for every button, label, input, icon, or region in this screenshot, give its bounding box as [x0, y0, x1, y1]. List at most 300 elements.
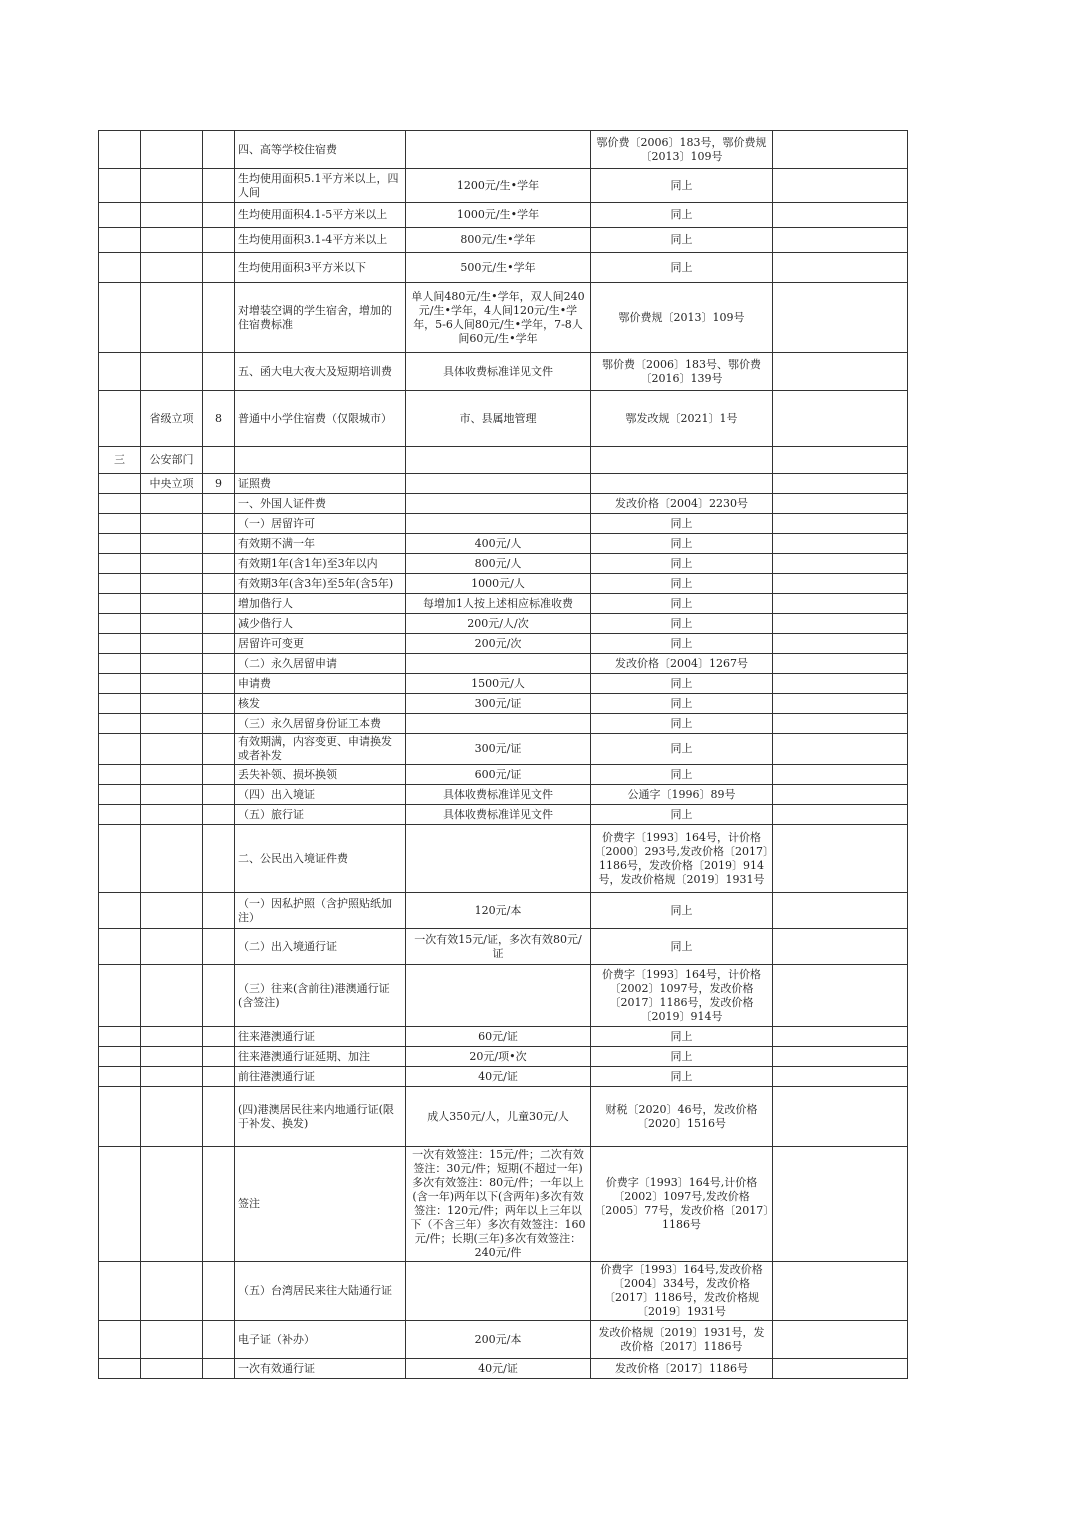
- policy-basis-cell: 同上: [591, 893, 773, 929]
- policy-basis-cell: 同上: [591, 674, 773, 694]
- category-cell: [141, 253, 203, 283]
- fee-item-cell: 有效期1年(含1年)至3年以内: [235, 554, 406, 574]
- row-number-cell: [99, 169, 141, 203]
- fee-standard-cell: [406, 654, 591, 674]
- fee-standard-cell: 具体收费标准详见文件: [406, 353, 591, 391]
- row-number-cell: [99, 734, 141, 765]
- policy-basis-cell: 鄂价费规〔2013〕109号: [591, 283, 773, 353]
- fee-item-cell: 五、函大电大夜大及短期培训费: [235, 353, 406, 391]
- row-number-cell: [99, 1359, 141, 1379]
- fee-item-cell: 减少偕行人: [235, 614, 406, 634]
- category-cell: [141, 805, 203, 825]
- remarks-cell: [773, 1147, 908, 1262]
- item-number-cell: [203, 825, 235, 893]
- table-row: [99, 283, 908, 353]
- category-cell: [141, 825, 203, 893]
- category-cell: [141, 929, 203, 965]
- item-number-cell: [203, 534, 235, 554]
- remarks-cell: [773, 785, 908, 805]
- fee-standard-cell: 40元/证: [406, 1359, 591, 1379]
- item-number-cell: [203, 965, 235, 1027]
- table-row: [99, 474, 908, 494]
- policy-basis-cell: 同上: [591, 634, 773, 654]
- remarks-cell: [773, 1321, 908, 1359]
- fee-standard-cell: [406, 714, 591, 734]
- table-row: [99, 228, 908, 253]
- fee-item-cell: 证照费: [235, 474, 406, 494]
- remarks-cell: [773, 253, 908, 283]
- policy-basis-cell: 财税〔2020〕46号，发改价格〔2020〕1516号: [591, 1087, 773, 1147]
- fee-standard-cell: [406, 1262, 591, 1321]
- item-number-cell: [203, 765, 235, 785]
- table-row: [99, 131, 908, 169]
- policy-basis-cell: 同上: [591, 514, 773, 534]
- table-row: [99, 534, 908, 554]
- category-cell: 公安部门: [141, 447, 203, 474]
- table-row: [99, 654, 908, 674]
- remarks-cell: [773, 169, 908, 203]
- remarks-cell: [773, 494, 908, 514]
- row-number-cell: [99, 654, 141, 674]
- remarks-cell: [773, 614, 908, 634]
- fee-standard-cell: 一次有效签注：15元/件；二次有效签注：30元/件；短期(不超过一年)多次有效签注：80元/件；一年以上(含一年)两年以下(含两年)多次有效签注：120元/件；两年以上三年以下（不含三年）多次有效签注：160元/件；长期(三年)多次有效签注：240元/件: [406, 1147, 591, 1262]
- remarks-cell: [773, 534, 908, 554]
- category-cell: [141, 734, 203, 765]
- fee-standard-cell: 具体收费标准详见文件: [406, 805, 591, 825]
- fee-standard-cell: [406, 131, 591, 169]
- table-row: [99, 965, 908, 1027]
- category-cell: [141, 283, 203, 353]
- remarks-cell: [773, 554, 908, 574]
- policy-basis-cell: 同上: [591, 734, 773, 765]
- fee-standard-cell: 120元/本: [406, 893, 591, 929]
- item-number-cell: [203, 447, 235, 474]
- fee-item-cell: （一）因私护照（含护照贴纸加注）: [235, 893, 406, 929]
- policy-basis-cell: 同上: [591, 253, 773, 283]
- remarks-cell: [773, 1262, 908, 1321]
- fee-item-cell: 普通中小学住宿费（仅限城市）: [235, 391, 406, 447]
- remarks-cell: [773, 594, 908, 614]
- row-number-cell: [99, 1067, 141, 1087]
- fee-standard-cell: 300元/证: [406, 694, 591, 714]
- row-number-cell: [99, 203, 141, 228]
- category-cell: [141, 1359, 203, 1379]
- policy-basis-cell: 同上: [591, 203, 773, 228]
- policy-basis-cell: 价费字〔1993〕164号,发改价格〔2004〕334号，发改价格〔2017〕1186号，发改价格规〔2019〕1931号: [591, 1262, 773, 1321]
- fee-table-body: [99, 131, 908, 1379]
- category-cell: [141, 353, 203, 391]
- fee-item-cell: 签注: [235, 1147, 406, 1262]
- fee-standard-cell: 300元/证: [406, 734, 591, 765]
- item-number-cell: 9: [203, 474, 235, 494]
- fee-standard-cell: 1500元/人: [406, 674, 591, 694]
- table-row: [99, 785, 908, 805]
- remarks-cell: [773, 353, 908, 391]
- fee-item-cell: 一次有效通行证: [235, 1359, 406, 1379]
- policy-basis-cell: 同上: [591, 929, 773, 965]
- fee-standard-cell: 每增加1人按上述相应标准收费: [406, 594, 591, 614]
- policy-basis-cell: 同上: [591, 765, 773, 785]
- remarks-cell: [773, 203, 908, 228]
- item-number-cell: [203, 929, 235, 965]
- remarks-cell: [773, 654, 908, 674]
- table-row: [99, 554, 908, 574]
- fee-item-cell: 有效期3年(含3年)至5年(含5年): [235, 574, 406, 594]
- policy-basis-cell: 鄂发改规〔2021〕1号: [591, 391, 773, 447]
- category-cell: [141, 1047, 203, 1067]
- fee-standard-cell: [406, 474, 591, 494]
- table-row: [99, 929, 908, 965]
- table-row: [99, 574, 908, 594]
- fee-item-cell: 前往港澳通行证: [235, 1067, 406, 1087]
- item-number-cell: [203, 1027, 235, 1047]
- category-cell: [141, 674, 203, 694]
- fee-standard-cell: 500元/生•学年: [406, 253, 591, 283]
- fee-standard-cell: 成人350元/人，儿童30元/人: [406, 1087, 591, 1147]
- remarks-cell: [773, 1359, 908, 1379]
- fee-item-cell: （四）出入境证: [235, 785, 406, 805]
- table-row: [99, 1067, 908, 1087]
- category-cell: 省级立项: [141, 391, 203, 447]
- category-cell: [141, 554, 203, 574]
- fee-item-cell: 生均使用面积3平方米以下: [235, 253, 406, 283]
- table-row: [99, 514, 908, 534]
- remarks-cell: [773, 574, 908, 594]
- row-number-cell: [99, 714, 141, 734]
- item-number-cell: [203, 805, 235, 825]
- policy-basis-cell: [591, 447, 773, 474]
- row-number-cell: [99, 391, 141, 447]
- table-row: [99, 734, 908, 765]
- item-number-cell: [203, 714, 235, 734]
- remarks-cell: [773, 893, 908, 929]
- fee-standard-cell: [406, 514, 591, 534]
- fee-item-cell: 生均使用面积5.1平方米以上，四人间: [235, 169, 406, 203]
- item-number-cell: [203, 253, 235, 283]
- table-row: [99, 594, 908, 614]
- row-number-cell: [99, 514, 141, 534]
- category-cell: [141, 228, 203, 253]
- item-number-cell: [203, 594, 235, 614]
- policy-basis-cell: 同上: [591, 574, 773, 594]
- row-number-cell: [99, 474, 141, 494]
- category-cell: [141, 594, 203, 614]
- item-number-cell: [203, 674, 235, 694]
- policy-basis-cell: 公通字〔1996〕89号: [591, 785, 773, 805]
- category-cell: [141, 765, 203, 785]
- fee-standard-cell: 具体收费标准详见文件: [406, 785, 591, 805]
- policy-basis-cell: 同上: [591, 805, 773, 825]
- table-row: [99, 674, 908, 694]
- policy-basis-cell: 同上: [591, 1047, 773, 1067]
- table-row: [99, 203, 908, 228]
- row-number-cell: [99, 674, 141, 694]
- fee-item-cell: 往来港澳通行证延期、加注: [235, 1047, 406, 1067]
- row-number-cell: [99, 614, 141, 634]
- category-cell: [141, 714, 203, 734]
- policy-basis-cell: 发改价格〔2004〕2230号: [591, 494, 773, 514]
- policy-basis-cell: 同上: [591, 534, 773, 554]
- row-number-cell: [99, 694, 141, 714]
- remarks-cell: [773, 805, 908, 825]
- row-number-cell: [99, 825, 141, 893]
- row-number-cell: [99, 1087, 141, 1147]
- row-number-cell: [99, 805, 141, 825]
- category-cell: [141, 634, 203, 654]
- fee-schedule-table: [98, 130, 908, 1379]
- fee-item-cell: 一、外国人证件费: [235, 494, 406, 514]
- fee-item-cell: [235, 447, 406, 474]
- table-row: [99, 893, 908, 929]
- remarks-cell: [773, 283, 908, 353]
- category-cell: [141, 694, 203, 714]
- fee-standard-cell: 400元/人: [406, 534, 591, 554]
- item-number-cell: [203, 1262, 235, 1321]
- item-number-cell: [203, 228, 235, 253]
- item-number-cell: [203, 734, 235, 765]
- item-number-cell: [203, 203, 235, 228]
- fee-item-cell: 丢失补领、损坏换领: [235, 765, 406, 785]
- table-row: [99, 825, 908, 893]
- category-cell: [141, 1321, 203, 1359]
- policy-basis-cell: 发改价格〔2017〕1186号: [591, 1359, 773, 1379]
- fee-item-cell: （二）永久居留申请: [235, 654, 406, 674]
- fee-standard-cell: [406, 825, 591, 893]
- row-number-cell: [99, 1147, 141, 1262]
- category-cell: [141, 654, 203, 674]
- table-row: [99, 253, 908, 283]
- policy-basis-cell: 同上: [591, 1067, 773, 1087]
- item-number-cell: [203, 1147, 235, 1262]
- fee-item-cell: 二、公民出入境证件费: [235, 825, 406, 893]
- remarks-cell: [773, 734, 908, 765]
- item-number-cell: [203, 893, 235, 929]
- remarks-cell: [773, 965, 908, 1027]
- row-number-cell: [99, 574, 141, 594]
- category-cell: [141, 785, 203, 805]
- item-number-cell: [203, 785, 235, 805]
- item-number-cell: [203, 131, 235, 169]
- category-cell: [141, 1067, 203, 1087]
- row-number-cell: [99, 765, 141, 785]
- policy-basis-cell: 价费字〔1993〕164号，计价格〔2002〕1097号，发改价格〔2017〕1186号，发改价格〔2019〕914号: [591, 965, 773, 1027]
- fee-item-cell: 生均使用面积4.1-5平方米以上: [235, 203, 406, 228]
- category-cell: [141, 614, 203, 634]
- table-row: [99, 805, 908, 825]
- row-number-cell: [99, 1321, 141, 1359]
- fee-item-cell: （三）永久居留身份证工本费: [235, 714, 406, 734]
- remarks-cell: [773, 131, 908, 169]
- fee-standard-cell: 800元/人: [406, 554, 591, 574]
- fee-item-cell: 核发: [235, 694, 406, 714]
- item-number-cell: [203, 169, 235, 203]
- fee-item-cell: 生均使用面积3.1-4平方米以上: [235, 228, 406, 253]
- row-number-cell: [99, 594, 141, 614]
- table-row: [99, 1087, 908, 1147]
- fee-item-cell: 电子证（补办）: [235, 1321, 406, 1359]
- policy-basis-cell: 同上: [591, 554, 773, 574]
- fee-standard-cell: 单人间480元/生•学年，双人间240元/生•学年，4人间120元/生•学年，5-6人间80元/生•学年，7-8人间60元/生•学年: [406, 283, 591, 353]
- table-row: [99, 694, 908, 714]
- row-number-cell: [99, 1027, 141, 1047]
- remarks-cell: [773, 765, 908, 785]
- row-number-cell: [99, 554, 141, 574]
- fee-standard-cell: 800元/生•学年: [406, 228, 591, 253]
- item-number-cell: [203, 1087, 235, 1147]
- remarks-cell: [773, 447, 908, 474]
- table-row: [99, 1027, 908, 1047]
- fee-item-cell: 四、高等学校住宿费: [235, 131, 406, 169]
- table-row: [99, 353, 908, 391]
- row-number-cell: [99, 283, 141, 353]
- fee-item-cell: 有效期满，内容变更、申请换发或者补发: [235, 734, 406, 765]
- table-row: [99, 1262, 908, 1321]
- row-number-cell: [99, 131, 141, 169]
- fee-item-cell: （五）台湾居民来往大陆通行证: [235, 1262, 406, 1321]
- remarks-cell: [773, 474, 908, 494]
- policy-basis-cell: 发改价格规〔2019〕1931号，发改价格〔2017〕1186号: [591, 1321, 773, 1359]
- item-number-cell: [203, 694, 235, 714]
- policy-basis-cell: 鄂价费〔2006〕183号、鄂价费〔2016〕139号: [591, 353, 773, 391]
- row-number-cell: [99, 965, 141, 1027]
- fee-standard-cell: 600元/证: [406, 765, 591, 785]
- fee-item-cell: 有效期不满一年: [235, 534, 406, 554]
- category-cell: [141, 574, 203, 594]
- remarks-cell: [773, 929, 908, 965]
- item-number-cell: [203, 283, 235, 353]
- category-cell: [141, 1027, 203, 1047]
- category-cell: [141, 514, 203, 534]
- category-cell: [141, 1087, 203, 1147]
- remarks-cell: [773, 391, 908, 447]
- fee-item-cell: 往来港澳通行证: [235, 1027, 406, 1047]
- fee-item-cell: (四)港澳居民往来内地通行证(限于补发、换发): [235, 1087, 406, 1147]
- row-number-cell: [99, 494, 141, 514]
- table-row: [99, 714, 908, 734]
- policy-basis-cell: 同上: [591, 1027, 773, 1047]
- row-number-cell: [99, 785, 141, 805]
- remarks-cell: [773, 1047, 908, 1067]
- fee-item-cell: （五）旅行证: [235, 805, 406, 825]
- category-cell: [141, 169, 203, 203]
- item-number-cell: [203, 1067, 235, 1087]
- row-number-cell: [99, 1262, 141, 1321]
- fee-item-cell: （一）居留许可: [235, 514, 406, 534]
- fee-standard-cell: 1000元/生•学年: [406, 203, 591, 228]
- fee-standard-cell: [406, 965, 591, 1027]
- fee-standard-cell: 20元/项•次: [406, 1047, 591, 1067]
- category-cell: [141, 893, 203, 929]
- table-row: [99, 1047, 908, 1067]
- row-number-cell: [99, 1047, 141, 1067]
- row-number-cell: [99, 893, 141, 929]
- remarks-cell: [773, 634, 908, 654]
- row-number-cell: [99, 353, 141, 391]
- table-row: [99, 447, 908, 474]
- policy-basis-cell: 同上: [591, 694, 773, 714]
- fee-standard-cell: 1200元/生•学年: [406, 169, 591, 203]
- item-number-cell: [203, 554, 235, 574]
- remarks-cell: [773, 1067, 908, 1087]
- fee-item-cell: （三）往来(含前往)港澳通行证(含签注): [235, 965, 406, 1027]
- table-row: [99, 614, 908, 634]
- table-row: [99, 391, 908, 447]
- fee-standard-cell: 200元/本: [406, 1321, 591, 1359]
- row-number-cell: [99, 534, 141, 554]
- policy-basis-cell: 价费字〔1993〕164号，计价格〔2000〕293号,发改价格〔2017〕1186号，发改价格〔2019〕914号，发改价格规〔2019〕1931号: [591, 825, 773, 893]
- item-number-cell: [203, 494, 235, 514]
- fee-item-cell: 对增装空调的学生宿舍，增加的住宿费标准: [235, 283, 406, 353]
- category-cell: [141, 965, 203, 1027]
- fee-item-cell: 申请费: [235, 674, 406, 694]
- remarks-cell: [773, 674, 908, 694]
- category-cell: [141, 203, 203, 228]
- category-cell: [141, 534, 203, 554]
- policy-basis-cell: 同上: [591, 594, 773, 614]
- row-number-cell: [99, 929, 141, 965]
- item-number-cell: [203, 654, 235, 674]
- fee-standard-cell: 1000元/人: [406, 574, 591, 594]
- row-number-cell: [99, 253, 141, 283]
- table-row: [99, 634, 908, 654]
- category-cell: [141, 494, 203, 514]
- row-number-cell: 三: [99, 447, 141, 474]
- policy-basis-cell: 同上: [591, 714, 773, 734]
- policy-basis-cell: 同上: [591, 614, 773, 634]
- item-number-cell: 8: [203, 391, 235, 447]
- remarks-cell: [773, 1087, 908, 1147]
- policy-basis-cell: 同上: [591, 228, 773, 253]
- item-number-cell: [203, 514, 235, 534]
- item-number-cell: [203, 353, 235, 391]
- fee-standard-cell: 一次有效15元/证，多次有效80元/证: [406, 929, 591, 965]
- remarks-cell: [773, 694, 908, 714]
- policy-basis-cell: 发改价格〔2004〕1267号: [591, 654, 773, 674]
- category-cell: [141, 1262, 203, 1321]
- fee-item-cell: （二）出入境通行证: [235, 929, 406, 965]
- category-cell: [141, 131, 203, 169]
- remarks-cell: [773, 714, 908, 734]
- table-row: [99, 494, 908, 514]
- remarks-cell: [773, 825, 908, 893]
- fee-standard-cell: [406, 447, 591, 474]
- table-row: [99, 1359, 908, 1379]
- row-number-cell: [99, 228, 141, 253]
- category-cell: [141, 1147, 203, 1262]
- policy-basis-cell: 同上: [591, 169, 773, 203]
- table-row: [99, 1147, 908, 1262]
- fee-standard-cell: 60元/证: [406, 1027, 591, 1047]
- fee-standard-cell: 200元/次: [406, 634, 591, 654]
- fee-item-cell: 增加偕行人: [235, 594, 406, 614]
- table-row: [99, 765, 908, 785]
- item-number-cell: [203, 1321, 235, 1359]
- category-cell: 中央立项: [141, 474, 203, 494]
- row-number-cell: [99, 634, 141, 654]
- fee-standard-cell: 市、县属地管理: [406, 391, 591, 447]
- policy-basis-cell: 鄂价费〔2006〕183号，鄂价费规〔2013〕109号: [591, 131, 773, 169]
- item-number-cell: [203, 614, 235, 634]
- policy-basis-cell: [591, 474, 773, 494]
- item-number-cell: [203, 1047, 235, 1067]
- table-row: [99, 169, 908, 203]
- remarks-cell: [773, 1027, 908, 1047]
- policy-basis-cell: 价费字〔1993〕164号,计价格〔2002〕1097号,发改价格〔2005〕77号，发改价格〔2017〕1186号: [591, 1147, 773, 1262]
- fee-standard-cell: 200元/人/次: [406, 614, 591, 634]
- item-number-cell: [203, 1359, 235, 1379]
- remarks-cell: [773, 228, 908, 253]
- item-number-cell: [203, 574, 235, 594]
